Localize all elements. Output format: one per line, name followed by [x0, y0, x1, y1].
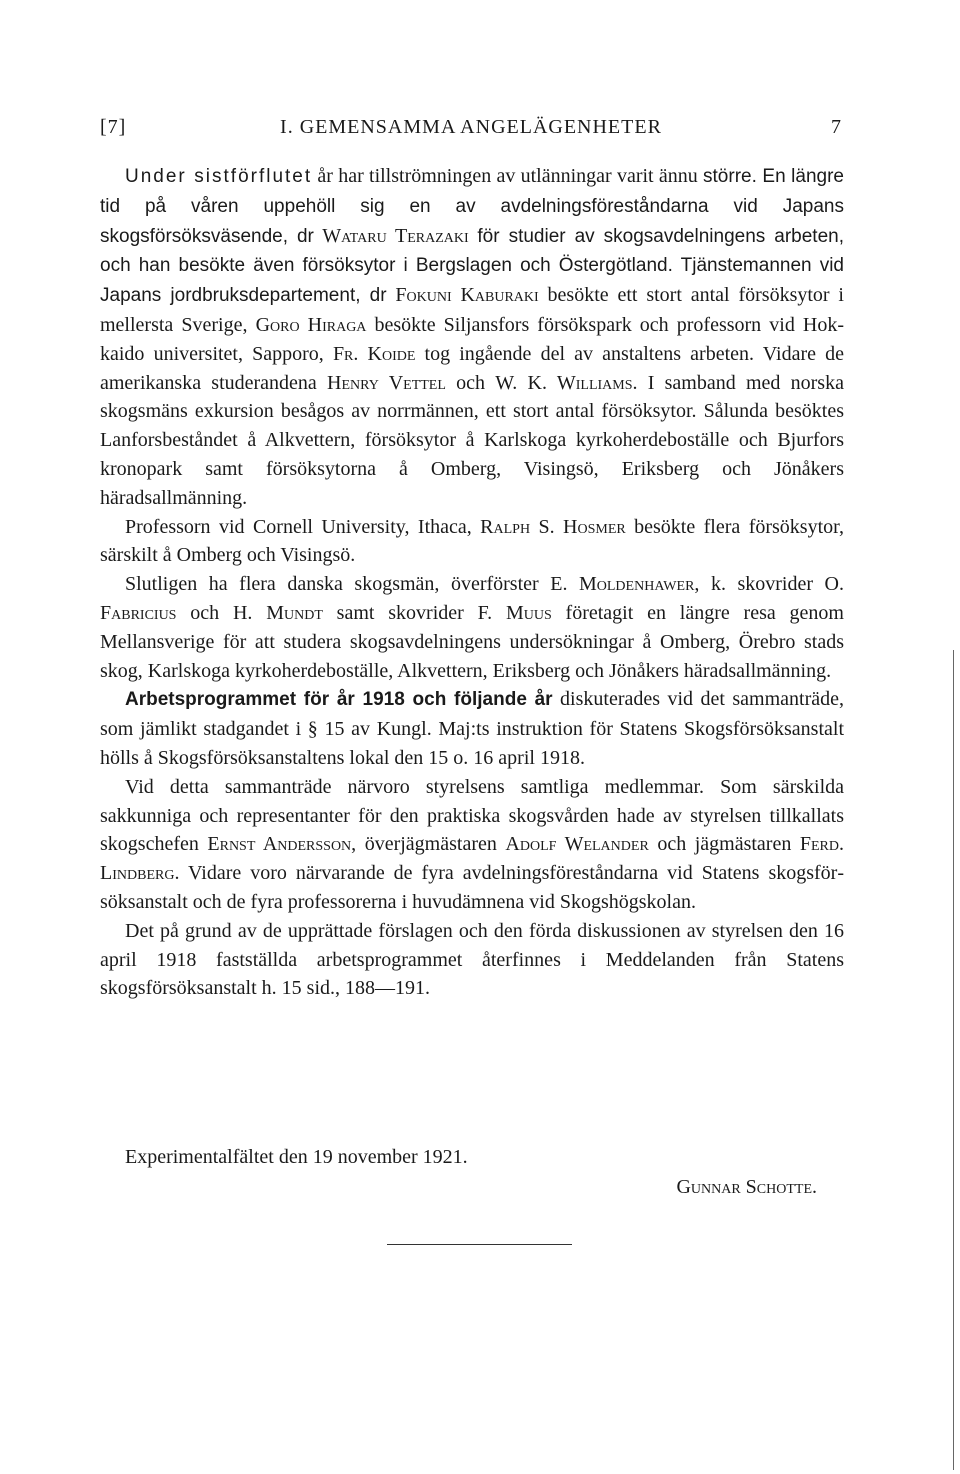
person-name: Ferd. Lindberg	[100, 833, 844, 885]
section-heading-inline: Arbetsprogrammet för år 1918 och följande år	[125, 689, 553, 711]
text-run: Professorn vid Cornell University, Ithaca,	[125, 515, 481, 538]
person-name: Adolf Welander	[505, 833, 649, 856]
person-name: W. K. Williams	[495, 371, 633, 394]
person-name: Mundt	[266, 601, 323, 624]
paragraph-visitors	[100, 162, 844, 513]
text-run: Det på grund av de upprättade förslagen och den förda diskussionen av styrelsen den 16 april 1918 fastställda arbetsprogrammet återfinnes i Meddelanden från Statens skogsförsöksanstalt h. 15 sid., 188—191.	[100, 919, 844, 1000]
text-run: besökte flera försöksytor, särskilt å Omberg och Visingsö.	[100, 515, 845, 567]
paragraph-program-reference	[100, 917, 844, 1003]
person-name: Moldenhawer	[578, 573, 695, 596]
text-run: Vid detta sammanträde närvoro styrelsens samtliga medlemmar. Som särskilda sakkunniga och representanter för den praktiska skogsvården hade av styrelsen tillkallats skogschefen	[100, 775, 844, 856]
text-run: och jägmästaren	[648, 833, 800, 856]
paragraph-work-program	[100, 685, 844, 772]
closing-rule	[387, 1244, 572, 1245]
text-run: . Vidare voro närvarande de fyra avdelningsföreståndarna vid Statens skogsförsöksanstalt och de fyra professorerna i huvudämnena vid Skogshögskolan.	[100, 862, 844, 913]
signature: Gunnar Schotte.	[676, 1176, 817, 1198]
person-name: Muus	[505, 601, 552, 624]
text-run: och	[445, 371, 496, 394]
spaced-lead: Under sistförflutet	[125, 166, 313, 187]
person-name: Fokuni Kaburaki	[386, 284, 548, 307]
paragraph-danish	[100, 570, 844, 685]
person-name: Ernst Andersson	[207, 833, 352, 856]
text-run: Slutligen ha flera danska skogsmän, överförster E.	[125, 573, 579, 596]
text-run: diskuterades vid det sammanträde, som jämlikt stadgandet i § 15 av Kungl. Maj:ts instruktion för Statens Skogsförsöksanstalt hölls å Skogsförsöksanstaltens lokal den 15 o. 16 april 1918.	[100, 688, 845, 769]
text-run: samt skovrider F.	[322, 601, 506, 624]
body-text	[100, 162, 844, 1003]
text-run: . I samband med norska skogsmäns exkursion besågos av norrmännen, ett stort antal försöksytor. Sålunda besöktes Lanforsbeståndet å Alkvettern, försöksytor å Karlskoga kyrkoherdeboställe och Bjurfors kronopark samt försöksytorna å Omberg, Visingsö, Eriksberg och Jönåkers häradsallmänning.	[100, 371, 844, 509]
person-name: Fr. Koide	[332, 342, 416, 365]
paragraph-meeting	[100, 773, 844, 917]
text-run: besökte ett stort antal försöksytor i mellersta Sverige,	[100, 284, 844, 336]
text-run: och H.	[176, 601, 267, 624]
person-name: Henry Vettel	[327, 371, 446, 394]
person-name: Goro Hiraga	[255, 313, 367, 336]
text-run: besökte Siljansfors försökspark och professorn vid Hokkaido universitet, Sapporo,	[100, 313, 845, 365]
text-run: företagit en längre resa genom Mellansverige för att studera skogsavdelningens undersökningar å Omberg, Örebro stads skog, Karlskoga kyrkoherdeboställe, Alkvettern, Eriksberg och Jönåkers häradsallmänning.	[100, 601, 844, 682]
running-header	[100, 116, 842, 146]
text-run: , k. skovrider O.	[694, 573, 844, 596]
dateline: Experimentalfältet den 19 november 1921.	[125, 1146, 468, 1168]
text-run: tog ingående del av anstaltens arbeten. Vidare de amerikanska studerandena	[100, 342, 845, 394]
scan-edge-line	[953, 650, 954, 1470]
person-name: Fabricius	[100, 601, 177, 624]
page-number: 7	[831, 116, 842, 138]
text-run: större. En längre tid på våren uppehöll sig en av avdelningsföreståndarna vid Japans skogsförsöksväsende, dr	[100, 166, 844, 247]
text-run: för studier av skogsavdelningens arbeten, och han besökte även försöksytor i Bergslagen och Östergötland. Tjänstemannen vid Japans jordbruksdepartement, dr	[100, 225, 844, 307]
text-run: år har tillströmningen av utlänningar varit ännu	[312, 165, 704, 187]
person-name: Ralph S. Hosmer	[480, 515, 626, 538]
person-name: Wataru Terazaki	[313, 224, 478, 247]
running-title: I. GEMENSAMMA ANGELÄGENHETER	[280, 116, 662, 138]
page-reference: [7]	[100, 116, 127, 138]
paragraph-cornell	[100, 513, 844, 571]
text-run: , överjägmästaren	[351, 833, 506, 856]
